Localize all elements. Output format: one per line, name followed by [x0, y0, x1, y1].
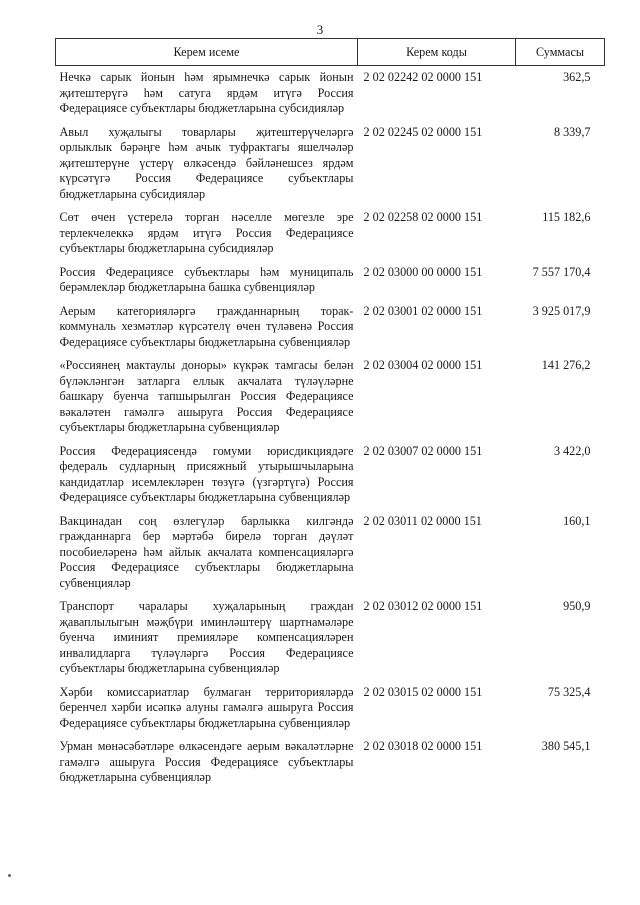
table-row: [56, 739, 605, 794]
income-code: 2 02 02245 02 0000 151: [363, 124, 483, 139]
income-code: 2 02 03007 02 0000 151: [363, 443, 483, 458]
income-code: 2 02 03011 02 0000 151: [363, 513, 482, 528]
income-code: 2 02 02258 02 0000 151: [363, 210, 483, 224]
income-sum: 160,1: [563, 513, 591, 528]
income-name: Транспорт чаралары хуҗаларының граждан җаваплылыгын мәҗбүри иминләштерү шартнамәләре буенча иминият премияләре компенсацияләрен инвалидларга түләүләргә Россия Федерациясе субъектлары бюджетларына субвенцияләр: [59, 599, 354, 675]
table-row: [56, 685, 605, 740]
income-name: Аерым категорияләргә гражданнарның торак-коммуналь хезмәтләр күрсәтелү өчен түләвенә Россия Федерациясе субъектлары бюджетларына субвенцияләр: [59, 303, 354, 349]
income-name: Вакцинадан соң өзлегүләр барлыкка килгәндә гражданнарга бер мәртәбә бирелә торган дәүләт пособиеләренә һәм айлык акчалата компенсацияләргә Россия Федерациясе субъектлары бюджетларына субвенцияләр: [59, 513, 354, 590]
income-code: 2 02 03015 02 0000 151: [363, 684, 483, 699]
table-row: [56, 358, 605, 444]
table-row: [56, 125, 605, 211]
table-row: [56, 210, 605, 265]
table-header-row: [56, 39, 605, 66]
column-header-sum: Суммасы: [516, 39, 605, 66]
income-code: 2 02 03000 00 0000 151: [363, 264, 483, 279]
table-row: [56, 304, 605, 359]
income-code: 2 02 03012 02 0000 151: [363, 599, 483, 613]
budget-income-table: [55, 38, 605, 794]
table-row: [56, 265, 605, 304]
income-sum: 141 276,2: [541, 358, 591, 372]
income-sum: 115 182,6: [542, 210, 591, 224]
income-code: 2 02 03018 02 0000 151: [363, 739, 483, 753]
income-name: Авыл хуҗалыгы товарлары җитештерүчеләргә орлыклык бәрәңге һәм ачык туфрактагы яшелчәләр җитештерүне үстерү өлкәсендә бәйләнешсез ярдәм күрсәтүгә Россия Федерациясе субъектлары бюджетларына субсидияләр: [59, 124, 354, 201]
income-sum: 950,9: [563, 599, 591, 613]
table-row: [56, 444, 605, 514]
income-sum: 8 339,7: [553, 124, 591, 139]
income-sum: 3 422,0: [553, 443, 591, 458]
income-code: 2 02 02242 02 0000 151: [363, 70, 483, 84]
income-sum: 362,5: [563, 70, 591, 84]
income-name: Россия Федерациясе субъектлары һәм муниципаль берәмлекләр бюджетларына башка субвенцияләр: [59, 264, 354, 294]
income-name: Хәрби комиссариатлар булмаган территорияләрдә беренчел хәрби исәпкә алуны гамәлгә ашыруга Россия Федерациясе субъектлары бюджетларына субвенцияләр: [59, 684, 354, 730]
column-header-code: Керем коды: [358, 39, 516, 66]
income-sum: 75 325,4: [547, 684, 591, 699]
income-name: Россия Федерациясендә гомуми юрисдикциядәге федераль судларның присяжный утырышчыларына кандидатлар исемлекләрен төзүгә (үзгәртүгә) Россия Федерациясе субъектлары бюджетларына субвенцияләр: [59, 443, 354, 504]
table-row: [56, 514, 605, 600]
income-name: Урман мөнәсәбәтләре өлкәсендәге аерым вәкаләтләрне гамәлгә ашыруга Россия Федерациясе субъектлары бюджетларына субвенцияләр: [59, 739, 354, 784]
income-name: Сөт өчен үстерелә торган нәселле мөгезле эре терлекчелеккә ярдәм итүгә Россия Федерациясе субъектлары бюджетларына субсидияләр: [59, 210, 354, 255]
income-name: «Россиянең мактаулы доноры» күкрәк тамгасы белән бүләкләнгән затларга еллык акчалата түләүләрне башкару буенча тапшырылган Россия Федерациясе вәкаләтен гамәлгә ашыруга Россия Федерациясе субъектлары бюджетларына субвенцияләр: [59, 358, 354, 434]
column-header-name: Керем исеме: [56, 39, 358, 66]
income-sum: 380 545,1: [541, 739, 591, 753]
income-sum: 7 557 170,4: [532, 264, 591, 279]
income-code: 2 02 03004 02 0000 151: [363, 358, 483, 372]
table-row: [56, 599, 605, 685]
income-code: 2 02 03001 02 0000 151: [363, 303, 483, 318]
page-number: 3: [316, 22, 324, 37]
scan-speck: [8, 874, 11, 877]
income-name: Нечкә сарык йонын һәм ярымнечкә сарык йонын җитештерүгә һәм сатуга ярдәм итүгә Россия Федерациясе субъектлары бюджетларына субсидияләр: [59, 70, 354, 115]
income-sum: 3 925 017,9: [532, 303, 591, 318]
table-row: [56, 66, 605, 125]
